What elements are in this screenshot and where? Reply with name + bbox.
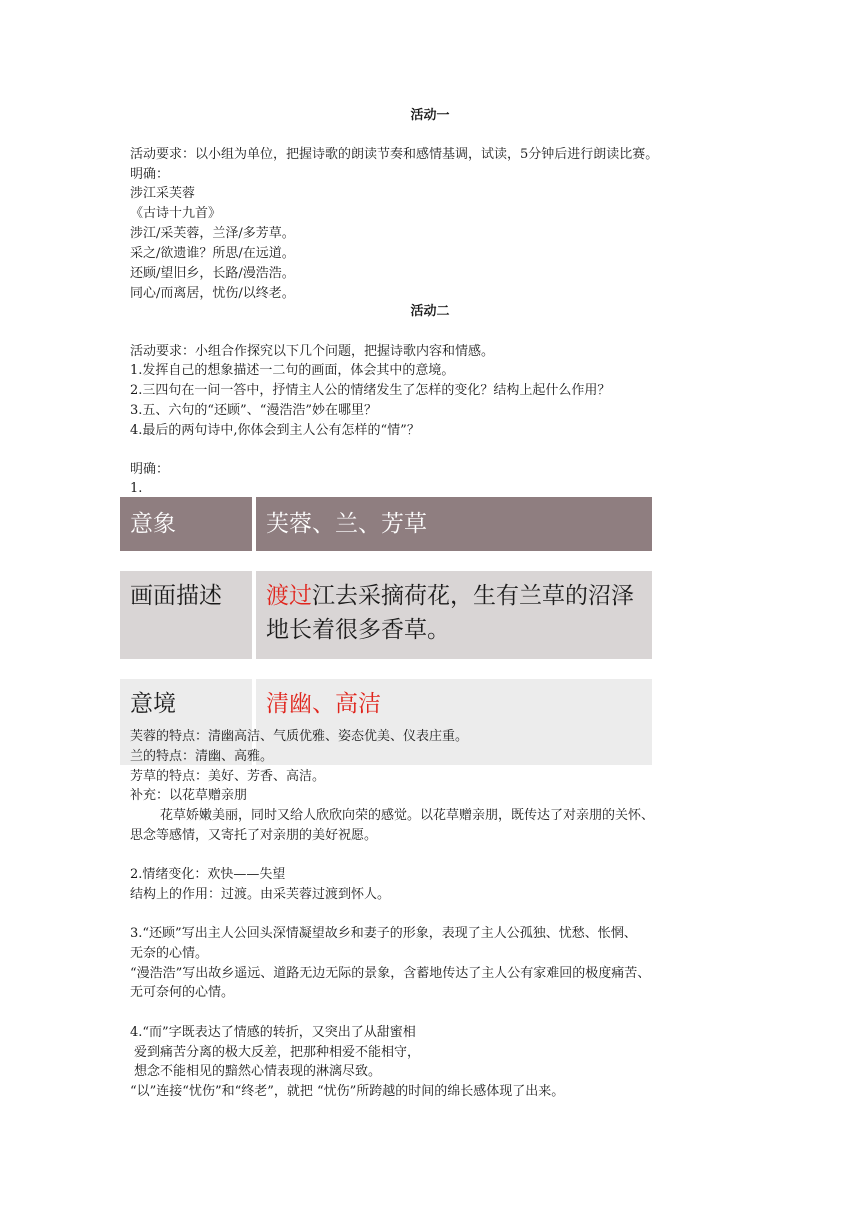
question-item: 3.五、六句的“还顾”、“漫浩浩”妙在哪里？ [130, 403, 377, 418]
note-line: 芳草的特点：美好、芳香、高洁。 [130, 769, 326, 784]
activity2-clarify: 明确： [130, 462, 170, 477]
answer3-line: 无可奈何的心情。 [130, 985, 235, 1000]
poem-source: 《古诗十九首》 [130, 206, 222, 221]
question-item: 2.三四句在一问一答中，抒情主人公的情绪发生了怎样的变化？结构上起什么作用？ [130, 383, 611, 398]
activity1-heading: 活动一 [410, 108, 450, 123]
table-row [120, 497, 652, 551]
answer4-line: 4.“而”字既表达了情感的转折，又突出了从甜蜜相 [130, 1025, 416, 1040]
table-row [120, 571, 652, 659]
mood-highlight: 清幽、高洁 [266, 691, 381, 717]
supplement-line: 花草娇嫩美丽，同时又给人欣欣向荣的感觉。以花草赠亲朋，既传达了对亲朋的关怀、 [160, 808, 655, 823]
scene-highlight: 渡过 [266, 583, 312, 609]
scene-label: 画面描述 [120, 571, 256, 659]
mood-label: 意境 [120, 679, 256, 765]
scene-text: 江去采摘荷花，生有兰草的沼泽地长着很多香草。 [266, 583, 634, 643]
imagery-label: 意象 [120, 497, 256, 551]
poem-line: 涉江/采芙蓉，兰泽/多芳草。 [130, 226, 295, 241]
answer3-line: “漫浩浩”写出故乡遥远、道路无边无际的景象，含蓄地传达了主人公有家难回的极度痛苦、 [130, 966, 651, 981]
answer1-number: 1. [130, 481, 143, 496]
activity1-clarify: 明确： [130, 167, 170, 182]
question-item: 4.最后的两句诗中,你体会到主人公有怎样的“情”？ [130, 423, 420, 438]
imagery-table [120, 497, 652, 765]
activity1-requirement: 活动要求：以小组为单位，把握诗歌的朗读节奏和感情基调，试读，5分钟后进行朗读比赛。 [130, 147, 659, 162]
answer2-line: 2.情绪变化：欢快——失望 [130, 867, 286, 882]
activity2-heading: 活动二 [410, 304, 450, 319]
note-line: 芙蓉的特点：清幽高洁、气质优雅、姿态优美、仪表庄重。 [130, 729, 469, 744]
poem-line: 采之/欲遗谁？所思/在远道。 [130, 246, 295, 261]
poem-line: 同心/而离居，忧伤/以终老。 [130, 286, 295, 301]
answer3-line: 无奈的心情。 [130, 946, 209, 961]
mood-value [256, 679, 652, 765]
scene-value [256, 571, 652, 659]
note-line: 补充：以花草赠亲朋 [130, 788, 248, 803]
answer4-line: 爱到痛苦分离的极大反差，把那种相爱不能相守， [134, 1045, 421, 1060]
activity2-requirement: 活动要求：小组合作探究以下几个问题，把握诗歌内容和情感。 [130, 344, 495, 359]
supplement-line: 思念等感情，又寄托了对亲朋的美好祝愿。 [130, 828, 378, 843]
answer4-line: 想念不能相见的黯然心情表现的淋漓尽致。 [134, 1064, 382, 1079]
question-item: 1.发挥自己的想象描述一二句的画面，体会其中的意境。 [130, 363, 455, 378]
answer4-line: “以”连接“忧伤”和“终老”，就把 “忧伤”所跨越的时间的绵长感体现了出来。 [130, 1084, 565, 1099]
answer3-line: 3.“还顾”写出主人公回头深情凝望故乡和妻子的形象，表现了主人公孤独、忧愁、怅惘、 [130, 926, 637, 941]
note-line: 兰的特点：清幽、高雅。 [130, 749, 274, 764]
imagery-value: 芙蓉、兰、芳草 [256, 497, 652, 551]
poem-line: 还顾/望旧乡，长路/漫浩浩。 [130, 266, 295, 281]
answer2-line: 结构上的作用：过渡。由采芙蓉过渡到怀人。 [130, 887, 391, 902]
poem-title: 涉江采芙蓉 [130, 186, 196, 201]
